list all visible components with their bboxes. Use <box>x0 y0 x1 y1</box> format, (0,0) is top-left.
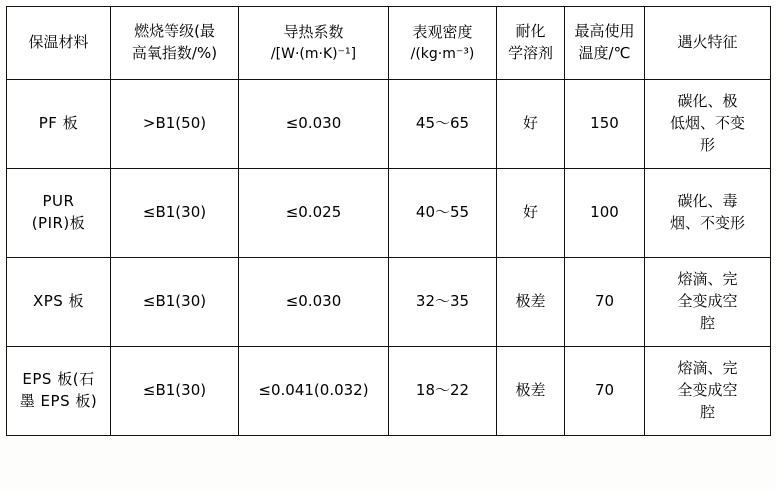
cell-max-temperature: 70 <box>565 258 645 347</box>
fire-feature-line: 腔 <box>699 402 715 421</box>
cell-density: 32～35 <box>389 258 497 347</box>
table-row <box>7 80 771 169</box>
material-line: (PIR)板 <box>31 214 86 232</box>
header-line: 学溶剂 <box>507 44 553 62</box>
cell-fire-feature <box>645 169 771 258</box>
header-line: 导热系数 <box>283 22 344 41</box>
material-line: EPS 板(石 <box>22 370 95 389</box>
cell-burn-grade: ≤B1(30) <box>111 347 239 436</box>
cell-max-temperature: 100 <box>565 169 645 258</box>
cell-conductivity: ≤0.030 <box>239 80 389 169</box>
cell-solvent-resistance: 极差 <box>497 258 565 347</box>
header-cell-burn-grade <box>111 7 239 80</box>
header-line: /[W·(m·K)⁻¹] <box>270 45 357 62</box>
header-cell-material <box>7 7 111 80</box>
table-row <box>7 258 771 347</box>
cell-density: 45～65 <box>389 80 497 169</box>
header-line: 最高使用 <box>574 22 635 41</box>
header-cell-density <box>389 7 497 80</box>
header-cell-solvent-resistance <box>497 7 565 80</box>
header-line: 高氧指数/%) <box>131 44 218 62</box>
header-line: /(kg·m⁻³) <box>410 45 475 62</box>
cell-fire-feature <box>645 80 771 169</box>
cell-burn-grade: ≤B1(30) <box>111 258 239 347</box>
cell-conductivity: ≤0.025 <box>239 169 389 258</box>
fire-feature-line: 碳化、毒 <box>677 192 738 211</box>
fire-feature-line: 碳化、极 <box>677 92 738 111</box>
fire-feature-line: 形 <box>699 135 715 154</box>
header-cell-conductivity <box>239 7 389 80</box>
cell-conductivity: ≤0.030 <box>239 258 389 347</box>
cell-max-temperature: 150 <box>565 80 645 169</box>
cell-density: 18～22 <box>389 347 497 436</box>
document-page <box>0 6 776 489</box>
fire-feature-line: 全变成空 <box>677 381 738 400</box>
cell-material <box>7 80 111 169</box>
header-line: 燃烧等级(最 <box>134 22 215 41</box>
header-line: 保温材料 <box>28 33 89 52</box>
cell-density: 40～55 <box>389 169 497 258</box>
material-line: PF 板 <box>38 114 79 133</box>
table-body <box>7 80 771 436</box>
cell-burn-grade: ≤B1(30) <box>111 169 239 258</box>
cell-max-temperature: 70 <box>565 347 645 436</box>
material-line: XPS 板 <box>32 292 85 311</box>
cell-conductivity: ≤0.041(0.032) <box>239 347 389 436</box>
header-line: 表观密度 <box>412 22 473 41</box>
cell-solvent-resistance: 极差 <box>497 347 565 436</box>
table-row <box>7 169 771 258</box>
insulation-materials-table <box>6 6 771 436</box>
cell-fire-feature <box>645 258 771 347</box>
header-line: 遇火特征 <box>677 33 738 52</box>
fire-feature-line: 熔滴、完 <box>677 359 738 378</box>
table-header <box>7 7 771 80</box>
fire-feature-line: 低烟、不变 <box>669 114 745 133</box>
cell-solvent-resistance: 好 <box>497 80 565 169</box>
material-line: PUR <box>42 192 75 211</box>
cell-solvent-resistance: 好 <box>497 169 565 258</box>
header-row <box>7 7 771 80</box>
header-cell-max-temperature <box>565 7 645 80</box>
cell-burn-grade: >B1(50) <box>111 80 239 169</box>
header-line: 温度/℃ <box>578 44 631 62</box>
header-line: 耐化 <box>515 22 546 41</box>
material-line: 墨 EPS 板) <box>19 392 98 410</box>
cell-material <box>7 258 111 347</box>
header-cell-fire-feature <box>645 7 771 80</box>
cell-material <box>7 169 111 258</box>
fire-feature-line: 腔 <box>699 313 715 332</box>
fire-feature-line: 熔滴、完 <box>677 270 738 289</box>
cell-material <box>7 347 111 436</box>
fire-feature-line: 全变成空 <box>677 292 738 311</box>
table-row <box>7 347 771 436</box>
fire-feature-line: 烟、不变形 <box>669 214 745 232</box>
cell-fire-feature <box>645 347 771 436</box>
